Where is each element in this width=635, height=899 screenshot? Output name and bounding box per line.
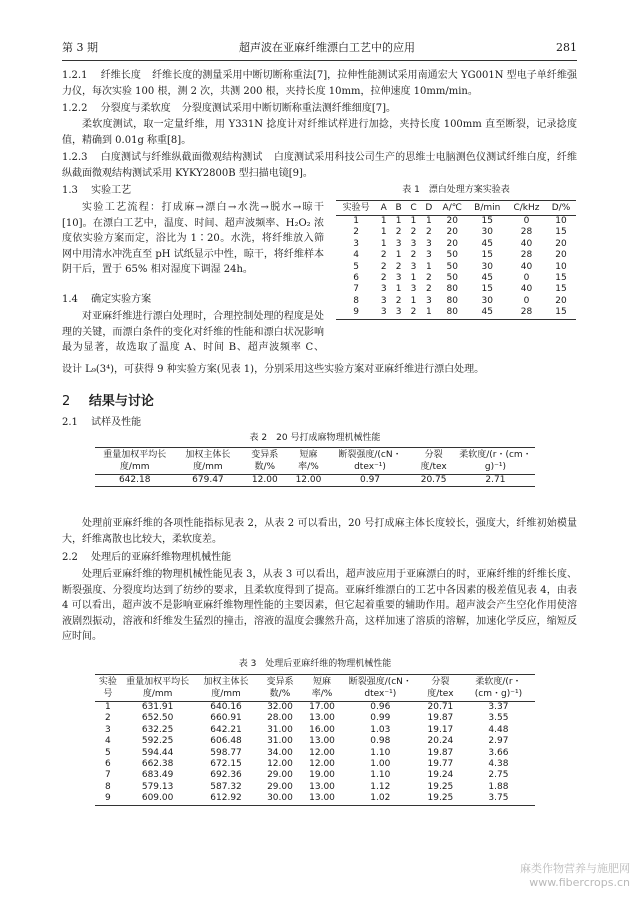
table-cell: 15 xyxy=(555,273,567,284)
table-cell: 17.00 xyxy=(309,702,335,712)
table-cell: 4.48 xyxy=(488,724,509,735)
table-cell: 15 xyxy=(555,307,567,318)
table-cell: 29.00 xyxy=(267,781,293,792)
table-cell: 0 xyxy=(523,295,530,306)
column-header: 变异系数/% xyxy=(241,448,288,475)
table-cell: 2 xyxy=(426,284,432,295)
table-cell: 579.13 xyxy=(141,781,174,792)
table-1-caption: 表 1 漂白处理方案实验表 xyxy=(402,185,510,195)
column-header: A/℃ xyxy=(437,201,468,216)
table-row xyxy=(95,782,535,793)
section-number: 2 xyxy=(62,394,71,409)
column-header: D xyxy=(421,201,437,216)
table-cell: 3 xyxy=(104,724,111,735)
table-cell: 640.16 xyxy=(210,702,242,712)
table-cell: 0.97 xyxy=(359,475,381,485)
table-cell: 3 xyxy=(395,273,402,284)
table-cell: 3.55 xyxy=(488,713,509,724)
table-cell: 20 xyxy=(446,238,458,249)
table-cell: 1.00 xyxy=(370,759,391,770)
table-cell: 1.10 xyxy=(370,747,391,758)
table-cell: 2 xyxy=(104,713,111,724)
table-cell: 0 xyxy=(523,273,530,284)
table-cell: 3.37 xyxy=(488,702,509,712)
table-cell: 9 xyxy=(104,793,111,804)
table-cell: 1.10 xyxy=(370,770,391,781)
table-cell: 3 xyxy=(395,238,402,249)
table-cell: 598.77 xyxy=(210,747,242,758)
table-cell: 80 xyxy=(446,307,458,318)
table-header-row xyxy=(95,675,535,702)
table-cell: 2 xyxy=(410,307,417,318)
table-cell: 40 xyxy=(520,238,533,249)
table-cell: 2 xyxy=(380,261,387,272)
table-header-row xyxy=(336,201,576,216)
section-2-heading xyxy=(62,393,154,412)
table-cell: 631.91 xyxy=(141,702,174,712)
section-1-2-1 xyxy=(62,68,577,99)
issue-number: 第 3 期 xyxy=(62,41,98,54)
table-cell: 45 xyxy=(481,238,493,249)
table-cell: 1 xyxy=(410,273,417,284)
table-cell: 4 xyxy=(353,250,359,261)
table-row xyxy=(336,250,576,261)
section-number: 1.2.3 xyxy=(62,152,88,163)
table-row xyxy=(336,296,576,307)
column-header: 变异系数/% xyxy=(258,675,303,702)
site-watermark xyxy=(470,862,630,890)
table-cell: 10 xyxy=(555,261,567,272)
table-cell: 20 xyxy=(446,216,458,226)
table-cell: 587.32 xyxy=(210,781,242,792)
table-row xyxy=(95,770,535,781)
table-cell: 15 xyxy=(481,216,493,226)
table-cell: 3 xyxy=(410,284,417,295)
table-cell: 2 xyxy=(380,250,387,261)
table-cell: 594.44 xyxy=(141,747,174,758)
column-header: A xyxy=(376,201,391,216)
table-cell: 50 xyxy=(446,261,458,272)
column-header: 柔软度/(r・(cm・g)⁻¹) xyxy=(456,448,535,475)
table-cell: 3.75 xyxy=(488,793,509,804)
table-cell: 30 xyxy=(481,227,493,238)
table-cell: 15 xyxy=(555,284,567,295)
section-heading: 实验工艺 xyxy=(91,185,132,196)
table-cell: 2 xyxy=(426,273,432,284)
section-heading: 分裂度与柔软度 xyxy=(100,103,171,114)
table-cell: 2 xyxy=(353,227,359,238)
table-cell: 6 xyxy=(353,273,359,284)
table-cell: 9 xyxy=(353,307,359,318)
table-cell: 3 xyxy=(426,238,432,249)
table-cell: 19.25 xyxy=(427,781,454,792)
table-cell: 13.00 xyxy=(309,781,335,792)
table-row xyxy=(336,239,576,250)
section-1-2-3 xyxy=(62,150,577,181)
table-cell: 12.00 xyxy=(251,475,278,485)
column-header: 实验号 xyxy=(336,201,376,216)
table-cell: 2 xyxy=(395,295,402,306)
table-row xyxy=(95,702,535,714)
table-cell: 40 xyxy=(520,261,533,272)
section-number: 2.2 xyxy=(62,552,78,563)
section-1-2-2-text: 柔软度测试，取一定量纤维，用 Y331N 捻度计对纤维试样进行加捻，夹持长度 100mm 直至断裂，记录捻度值，精确到 0.01g 称重[8]。 xyxy=(62,119,577,146)
section-2-1-heading xyxy=(62,416,141,431)
column-header: 柔软度/(r・(cm・g)⁻¹) xyxy=(462,675,535,702)
column-header: 实验号 xyxy=(95,675,121,702)
section-number: 2.1 xyxy=(62,417,78,428)
table-cell: 12.00 xyxy=(309,759,335,770)
table-cell: 19.87 xyxy=(427,747,454,758)
table-cell: 31.00 xyxy=(267,736,293,747)
section-heading: 白度测试与纤维纵截面微观结构测试 xyxy=(100,152,263,163)
table-cell: 28 xyxy=(520,307,533,318)
column-header: 断裂强度/(cN・dtex⁻¹) xyxy=(329,448,412,475)
section-2-2-heading xyxy=(62,551,231,566)
table-cell: 3 xyxy=(410,261,417,272)
table-cell: 679.47 xyxy=(192,475,224,485)
table-cell: 3 xyxy=(380,295,387,306)
column-header: 断裂强度/(cN・dtex⁻¹) xyxy=(342,675,419,702)
table-cell: 652.50 xyxy=(141,713,174,724)
table-cell: 683.49 xyxy=(141,770,174,781)
column-header: 加权主体长度/mm xyxy=(174,448,241,475)
table-cell: 632.25 xyxy=(141,724,174,735)
section-1-3-heading xyxy=(62,184,131,199)
column-header: 重量加权平均长度/mm xyxy=(121,675,195,702)
table-cell: 1 xyxy=(395,216,402,226)
table-row xyxy=(95,748,535,759)
table-cell: 45 xyxy=(481,273,493,284)
section-number: 1.3 xyxy=(62,185,78,196)
table-cell: 10 xyxy=(555,216,567,226)
section-text: 纤维长度的测量采用中断切断称重法[7]，拉伸性能测试采用南通宏大 YG001N 型电子单纤维强力仪，每次实验 100 根，测 2 次，共测 200 根，夹持长度 10mm，拉伸速度 10mm/min。 xyxy=(62,70,577,97)
table-row xyxy=(95,793,535,805)
table-cell: 34.00 xyxy=(267,747,293,758)
table-cell: 1.03 xyxy=(370,724,391,735)
table-cell: 3 xyxy=(395,307,402,318)
section-2-1-text: 处理前亚麻纤维的各项性能指标见表 2，从表 2 可以看出，20 号打成麻主体长度较长，强度大，纤维初始模量大，纤维离散也比较大，柔软度差。 xyxy=(62,518,577,545)
table-cell: 2.97 xyxy=(488,736,509,747)
column-header: 加权主体长度/mm xyxy=(195,675,258,702)
table-cell: 50 xyxy=(446,273,458,284)
section-heading: 处理后的亚麻纤维物理机械性能 xyxy=(91,552,232,563)
table-row xyxy=(336,262,576,273)
table-cell: 8 xyxy=(353,295,359,306)
table-cell: 1 xyxy=(380,238,387,249)
table-cell: 3 xyxy=(380,307,387,318)
column-header: C/kHz xyxy=(507,201,546,216)
table-cell: 8 xyxy=(104,781,111,792)
header-rule xyxy=(62,60,577,61)
table-cell: 1.02 xyxy=(370,793,391,804)
section-text: 分裂度测试采用中断切断称重法测纤维细度[7]。 xyxy=(181,103,396,114)
table-cell: 12.00 xyxy=(267,759,293,770)
table-cell: 13.00 xyxy=(309,793,335,804)
table-row xyxy=(95,725,535,736)
table-row xyxy=(95,475,535,487)
table-cell: 6 xyxy=(104,759,111,770)
column-header: 短麻率/% xyxy=(302,675,341,702)
table-cell: 19.77 xyxy=(427,759,454,770)
table-3-caption: 表 3 处理后亚麻纤维的物理机械性能 xyxy=(238,659,392,669)
section-1-4-text-cont: 设计 L₉(3⁴)，可获得 9 种实验方案(见表 1)，分别采用这些实验方案对亚麻纤维进行漂白处理。 xyxy=(62,364,485,375)
table-cell: 30 xyxy=(481,295,493,306)
table-row xyxy=(95,736,535,747)
table-cell: 16.00 xyxy=(309,724,335,735)
table-cell: 1 xyxy=(104,702,111,712)
section-heading: 纤维长度 xyxy=(100,70,141,81)
table-cell: 28 xyxy=(520,227,533,238)
table-cell: 1.12 xyxy=(370,781,391,792)
table-cell: 32.00 xyxy=(267,702,293,712)
table-cell: 609.00 xyxy=(141,793,174,804)
table-header-row xyxy=(95,448,535,475)
table-cell: 20.75 xyxy=(420,475,447,485)
table-cell: 0.98 xyxy=(370,736,391,747)
watermark-line: 麻类作物营养与施肥网 xyxy=(520,862,630,875)
table-cell: 20 xyxy=(555,295,567,306)
table-cell: 2 xyxy=(410,250,417,261)
table-cell: 7 xyxy=(353,284,359,295)
table-row xyxy=(336,284,576,295)
table-cell: 20 xyxy=(555,250,567,261)
table-cell: 19.25 xyxy=(427,793,454,804)
table-cell: 3 xyxy=(353,238,359,249)
section-2-2-text: 处理后亚麻纤维的物理机械性能见表 3，从表 3 可以看出，超声波应用于亚麻漂白的时，亚麻纤维的纤维长度、断裂强度、分裂度均达到了纺纱的要求，且柔软度得到了提高。亚麻纤维漂白的工艺中各因素的极差值见表 4，由表 4 可以看出，超声波不是影响亚麻纤维物理性能的主要因素，但它起着重要的辅助作用。超声波会产生空化作用使溶液剧烈振动，溶液和纤维发生猛烈的撞击，溶液的温度会骤然升高，这样加速了溶质的溶解，加速化学反应，缩短反应时间。 xyxy=(62,569,577,642)
table-cell: 2.75 xyxy=(488,770,509,781)
table-cell: 15 xyxy=(555,227,567,238)
section-number: 1.2.2 xyxy=(62,103,88,114)
table-cell: 3 xyxy=(410,238,417,249)
table-cell: 642.18 xyxy=(118,475,151,485)
table-cell: 1 xyxy=(380,227,387,238)
table-1 xyxy=(336,200,576,320)
section-heading: 试样及性能 xyxy=(91,417,142,428)
column-header: B xyxy=(391,201,406,216)
table-cell: 12.00 xyxy=(295,475,322,485)
table-2-caption: 表 2 20 号打成麻物理机械性能 xyxy=(249,433,381,443)
table-cell: 80 xyxy=(446,284,458,295)
section-heading: 结果与讨论 xyxy=(88,394,154,409)
table-cell: 1 xyxy=(426,307,432,318)
table-cell: 1 xyxy=(353,216,359,226)
section-1-4-text: 对亚麻纤维进行漂白处理时，合理控制处理的程度是处理的关键，而漂白条件的变化对纤维的性能和漂白状况影响最为显著，故选取了温度 A、时间 B、超声波频率 C、 xyxy=(62,311,324,353)
table-cell: 20 xyxy=(446,227,458,238)
table-row xyxy=(95,759,535,770)
section-1-2-2 xyxy=(62,101,577,117)
running-header xyxy=(62,40,577,58)
table-cell: 30 xyxy=(481,261,493,272)
table-cell: 2 xyxy=(410,227,417,238)
table-cell: 15 xyxy=(481,284,493,295)
table-cell: 2.71 xyxy=(485,475,506,485)
table-cell: 30.00 xyxy=(267,793,293,804)
table-row xyxy=(336,273,576,284)
watermark-url: www.fibercrops.cn xyxy=(529,876,630,889)
table-cell: 1.88 xyxy=(488,781,509,792)
table-cell: 662.38 xyxy=(141,759,174,770)
table-cell: 692.36 xyxy=(210,770,242,781)
column-header: 分裂度/tex xyxy=(411,448,456,475)
table-cell: 0.99 xyxy=(370,713,391,724)
table-cell: 1 xyxy=(395,250,402,261)
table-cell: 1 xyxy=(426,216,432,226)
table-cell: 28.00 xyxy=(267,713,293,724)
table-cell: 12.00 xyxy=(309,747,335,758)
column-header: B/min xyxy=(468,201,507,216)
table-cell: 672.15 xyxy=(210,759,242,770)
table-row xyxy=(95,713,535,724)
table-cell: 28 xyxy=(520,250,533,261)
table-cell: 5 xyxy=(104,747,111,758)
table-cell: 1 xyxy=(380,216,387,226)
table-cell: 612.92 xyxy=(210,793,242,804)
column-header: D/% xyxy=(546,201,576,216)
table-cell: 1 xyxy=(395,284,402,295)
table-cell: 1 xyxy=(410,216,417,226)
table-cell: 31.00 xyxy=(267,724,293,735)
table-cell: 2 xyxy=(395,261,402,272)
table-cell: 40 xyxy=(520,284,533,295)
column-header: 分裂度/tex xyxy=(419,675,462,702)
table-cell: 19.17 xyxy=(427,724,454,735)
section-heading: 确定实验方案 xyxy=(91,294,152,305)
table-cell: 7 xyxy=(104,770,111,781)
table-cell: 20.71 xyxy=(427,702,454,712)
table-cell: 5 xyxy=(353,261,359,272)
table-cell: 20 xyxy=(555,238,567,249)
table-2 xyxy=(95,447,535,487)
table-cell: 50 xyxy=(446,250,458,261)
table-row xyxy=(336,307,576,319)
table-cell: 0.96 xyxy=(370,702,391,712)
table-cell: 29.00 xyxy=(267,770,293,781)
table-cell: 4.38 xyxy=(488,759,509,770)
section-number: 1.2.1 xyxy=(62,70,88,81)
running-title: 超声波在亚麻纤维漂白工艺中的应用 xyxy=(239,41,415,54)
table-cell: 13.00 xyxy=(309,736,335,747)
table-cell: 1 xyxy=(426,261,432,272)
table-cell: 606.48 xyxy=(210,736,242,747)
table-cell: 19.24 xyxy=(427,770,454,781)
column-header: 重量加权平均长度/mm xyxy=(95,448,174,475)
table-cell: 45 xyxy=(481,307,493,318)
table-cell: 2 xyxy=(395,227,402,238)
table-3 xyxy=(95,674,535,806)
column-header: 短麻率/% xyxy=(288,448,329,475)
section-1-3-text: 实验工艺流程：打成麻→漂白→水洗→脱水→晾干[10]。在漂白工艺中，温度、时间、超声波频率、H₂O₂ 浓度依实验方案而定，浴比为 1∶20。水洗，将纤维放入筛网中用清水冲洗直至 pH 试纸显示中性，晾干，将纤维样本阴干后，置于 65% 相对湿度下调湿 24h。 xyxy=(62,202,324,275)
table-cell: 2 xyxy=(380,273,387,284)
table-cell: 3 xyxy=(380,284,387,295)
table-cell: 642.21 xyxy=(210,724,242,735)
table-row xyxy=(336,216,576,228)
table-cell: 19.87 xyxy=(427,713,454,724)
table-cell: 2 xyxy=(426,227,432,238)
table-cell: 1 xyxy=(410,295,417,306)
table-cell: 3 xyxy=(426,295,432,306)
table-cell: 592.25 xyxy=(141,736,174,747)
section-text: 白度测试采用科技公司生产的思维士电脑测色仪测试纤维白度，纤维纵截面微观结构测试采用 KYKY2800B 型扫描电镜[9]。 xyxy=(62,152,578,179)
table-cell: 3 xyxy=(426,250,432,261)
table-cell: 13.00 xyxy=(309,713,335,724)
column-header: C xyxy=(406,201,421,216)
table-cell: 19.00 xyxy=(309,770,335,781)
table-row xyxy=(336,227,576,238)
table-cell: 15 xyxy=(481,250,493,261)
section-number: 1.4 xyxy=(62,294,78,305)
table-cell: 80 xyxy=(446,295,458,306)
page-number: 281 xyxy=(556,41,577,54)
table-cell: 20.24 xyxy=(427,736,454,747)
table-cell: 660.91 xyxy=(210,713,242,724)
table-cell: 0 xyxy=(523,216,530,226)
table-cell: 3.66 xyxy=(488,747,509,758)
table-cell: 4 xyxy=(104,736,111,747)
section-1-4-heading xyxy=(62,293,151,308)
